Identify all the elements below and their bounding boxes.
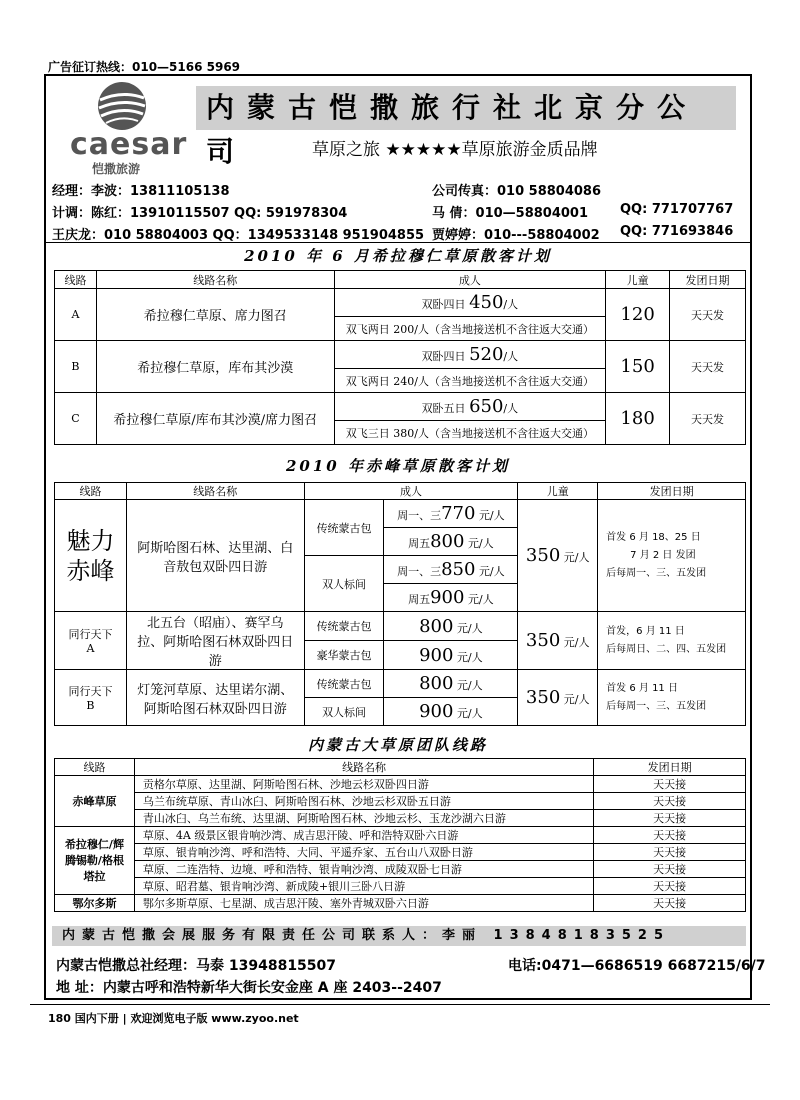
general-manager: 内蒙古恺撒总社经理：马泰 13948815507 (56, 958, 337, 974)
footer-divider (30, 1004, 770, 1005)
table-header-row (55, 759, 746, 776)
departure-date: 天天接 (594, 861, 746, 878)
adult-price (384, 698, 518, 726)
date-line: 后每周一、三、五发团 (606, 700, 707, 712)
departure-date: 天天发 (670, 341, 746, 393)
table-header-row (55, 271, 746, 289)
divider (44, 242, 752, 243)
date-line: 后每周日、二、四、五发团 (606, 643, 727, 655)
table-row (55, 878, 746, 895)
col-header: 成人 (334, 271, 606, 289)
region-name: 赤峰草原 (55, 776, 135, 827)
contact-banner: 内蒙古恺撒会展服务有限责任公司联系人：李丽 13848183525 (52, 926, 746, 946)
table-row (55, 612, 746, 641)
departure-date: 天天接 (594, 827, 746, 844)
col-header: 线路 (55, 759, 135, 776)
price-value: 770 (441, 503, 476, 524)
fax-contact: 公司传真：010 58804086 (432, 184, 602, 199)
adult-price (334, 289, 606, 317)
departure-date (598, 500, 746, 612)
date-line: 后每周一、三、五发团 (606, 567, 707, 579)
route-line-name: 魅力赤峰 (55, 500, 127, 612)
adult-price (384, 584, 518, 612)
route-name: 鄂尔多斯草原、七星湖、成吉思汗陵、塞外青城双卧六日游 (134, 895, 593, 912)
page-footer: 180 国内下册 | 欢迎浏览电子版 www.zyoo.net (48, 1012, 299, 1025)
office-address: 地 址：内蒙古呼和浩特新华大街长安金座 A 座 2403--2407 (56, 980, 442, 996)
fly-price: 双飞两日 200/人（含当地接送机不含往返大交通） (334, 317, 606, 341)
departure-date: 天天发 (670, 289, 746, 341)
table-row (55, 844, 746, 861)
table-row (55, 393, 746, 421)
line-code: C (55, 393, 97, 445)
price-value: 800 (430, 531, 465, 552)
adult-price (384, 500, 518, 528)
col-header: 儿童 (606, 271, 670, 289)
price-unit: /人 (503, 402, 519, 415)
table-header-row (55, 483, 746, 500)
price-value: 800 (419, 615, 454, 637)
plan3-title: 内蒙古大草原团队线路 (307, 736, 488, 754)
route-line-name: 同行天下 B (55, 670, 127, 726)
date-line: 首发，6 月 11 日 (606, 625, 685, 637)
accommodation: 传统蒙古包 (304, 612, 384, 641)
company-title: 内蒙古恺撒旅行社北京分公司 (196, 86, 736, 130)
child-price (518, 500, 598, 612)
price-unit: 元/人 (478, 509, 505, 522)
plan1-table (54, 270, 746, 445)
route-name: 草原、4A 级景区银肯响沙湾、成吉思汗陵、呼和浩特双卧六日游 (134, 827, 593, 844)
route-name: 希拉穆仁草原/库布其沙漠/席力图召 (96, 393, 334, 445)
table-row (55, 670, 746, 698)
col-header: 线路名称 (96, 271, 334, 289)
ma-qing-qq: QQ: 771707767 (620, 202, 734, 217)
price-unit: /人 (503, 350, 519, 363)
price-value: 900 (419, 701, 454, 722)
region-name: 希拉穆仁/辉腾锡勒/格根塔拉 (55, 827, 135, 895)
date-line: 7 月 2 日 发团 (630, 549, 696, 561)
price-unit: 元/人 (467, 537, 494, 550)
route-name: 草原、昭君墓、银肯响沙湾、新成陵+银川三卧八日游 (134, 878, 593, 895)
table-row (55, 289, 746, 317)
price-unit: 元/人 (456, 679, 483, 692)
plan2-table (54, 482, 746, 726)
price-unit: 元/人 (467, 593, 494, 606)
region-name: 鄂尔多斯 (55, 895, 135, 912)
adult-price (384, 556, 518, 584)
accommodation: 传统蒙古包 (304, 500, 384, 556)
price-unit: 元/人 (478, 565, 505, 578)
table-row (55, 861, 746, 878)
child-price-unit: 元/人 (563, 693, 590, 706)
accommodation: 双人标间 (304, 698, 384, 726)
price-day: 周五 (408, 593, 431, 606)
col-header: 发团日期 (594, 759, 746, 776)
price-label: 双卧四日 (421, 298, 466, 311)
route-name: 阿斯哈图石林、达里湖、白音敖包双卧四日游 (126, 500, 304, 612)
adult-price (384, 641, 518, 670)
child-price-unit: 元/人 (563, 551, 590, 564)
price-label: 双卧四日 (421, 350, 466, 363)
accommodation: 豪华蒙古包 (304, 641, 384, 670)
departure-date: 天天接 (594, 844, 746, 861)
table-row (55, 341, 746, 369)
line-code: B (55, 341, 97, 393)
col-header: 成人 (304, 483, 518, 500)
departure-date (598, 612, 746, 670)
ad-hotline: 广告征订热线：010—5166 5969 (48, 60, 241, 74)
price-day: 周一、三 (397, 509, 442, 522)
table-row (55, 776, 746, 793)
col-header: 发团日期 (598, 483, 746, 500)
adult-price (384, 528, 518, 556)
col-header: 发团日期 (670, 271, 746, 289)
price-unit: 元/人 (456, 621, 483, 635)
caesar-globe-logo-icon (92, 80, 152, 132)
table-row (55, 500, 746, 528)
table-row (55, 827, 746, 844)
departure-date: 天天接 (594, 878, 746, 895)
price-unit: 元/人 (456, 650, 483, 664)
price-value: 900 (419, 644, 454, 666)
jia-contact: 贾婷婷：010---58804002 (432, 228, 600, 243)
adult-price (384, 670, 518, 698)
route-name: 乌兰布统草原、青山冰臼、阿斯哈图石林、沙地云杉双卧五日游 (134, 793, 593, 810)
route-name: 北五台（昭庙）、赛罕乌拉、阿斯哈图石林双卧四日游 (126, 612, 304, 670)
route-name: 草原、二连浩特、边境、呼和浩特、银肯响沙湾、成陵双卧七日游 (134, 861, 593, 878)
child-price: 150 (606, 341, 670, 393)
col-header: 线路 (55, 271, 97, 289)
price-day: 周五 (408, 537, 431, 550)
price-value: 520 (469, 344, 504, 365)
child-price: 120 (606, 289, 670, 341)
jia-qq: QQ: 771693846 (620, 224, 734, 239)
price-label: 双卧五日 (421, 402, 466, 415)
route-line-name: 同行天下 A (55, 612, 127, 670)
departure-date: 天天发 (670, 393, 746, 445)
accommodation: 传统蒙古包 (304, 670, 384, 698)
table-row (55, 810, 746, 827)
departure-date: 天天接 (594, 895, 746, 912)
price-value: 450 (469, 292, 504, 313)
departure-date: 天天接 (594, 793, 746, 810)
departure-date: 天天接 (594, 810, 746, 827)
plan1-title: 2010 年 6 月希拉穆仁草原散客计划 (244, 247, 552, 265)
adult-price (334, 341, 606, 369)
price-value: 850 (441, 559, 476, 580)
table-row (55, 793, 746, 810)
price-unit: /人 (503, 298, 519, 311)
col-header: 线路 (55, 483, 127, 500)
manager-contact: 经理：李波：13811105138 (52, 184, 230, 199)
logo-subtitle: 恺撒旅游 (92, 162, 141, 176)
child-price-value: 350 (525, 687, 561, 708)
planner-contact: 计调：陈红：13910115507 QQ: 591978304 (52, 206, 348, 221)
child-price: 180 (606, 393, 670, 445)
office-phone: 电话:0471—6686519 6687215/6/7 (508, 958, 766, 974)
logo-brand: caesar (70, 127, 188, 162)
price-day: 周一、三 (397, 565, 442, 578)
price-unit: 元/人 (456, 707, 483, 720)
accommodation: 双人标间 (304, 556, 384, 612)
departure-date (598, 670, 746, 726)
price-value: 900 (430, 587, 465, 608)
price-value: 800 (419, 673, 454, 694)
line-code: A (55, 289, 97, 341)
child-price-unit: 元/人 (563, 636, 590, 649)
plan2-title: 2010 年赤峰草原散客计划 (286, 457, 510, 475)
departure-date: 天天接 (594, 776, 746, 793)
child-price-value: 350 (525, 630, 561, 651)
adult-price (384, 612, 518, 641)
child-price (518, 670, 598, 726)
col-header: 儿童 (518, 483, 598, 500)
date-line: 首发 6 月 18、25 日 (606, 531, 701, 543)
col-header: 线路名称 (126, 483, 304, 500)
adult-price (334, 393, 606, 421)
child-price (518, 612, 598, 670)
fly-price: 双飞两日 240/人（含当地接送机不含往返大交通） (334, 369, 606, 393)
table-row (55, 895, 746, 912)
slogan: 草原之旅 ★★★★★草原旅游金质品牌 (312, 140, 598, 160)
ma-qing-contact: 马 倩：010—58804001 (432, 206, 589, 221)
wang-contact: 王庆龙：010 58804003 QQ：1349533148 951904855 (52, 228, 425, 243)
route-name: 青山冰臼、乌兰布统、达里湖、阿斯哈图石林、沙地云杉、玉龙沙湖六日游 (134, 810, 593, 827)
route-name: 希拉穆仁草原、席力图召 (96, 289, 334, 341)
col-header: 线路名称 (134, 759, 593, 776)
plan3-table (54, 758, 746, 912)
route-name: 草原、银肯响沙湾、呼和浩特、大同、平遥乔家、五台山八双卧日游 (134, 844, 593, 861)
date-line: 首发 6 月 11 日 (606, 682, 678, 694)
route-name: 希拉穆仁草原，库布其沙漠 (96, 341, 334, 393)
fly-price: 双飞三日 380/人（含当地接送机不含往返大交通） (334, 421, 606, 445)
route-name: 贡格尔草原、达里湖、阿斯哈图石林、沙地云杉双卧四日游 (134, 776, 593, 793)
price-value: 650 (469, 396, 504, 417)
child-price-value: 350 (525, 545, 561, 566)
route-name: 灯笼河草原、达里诺尔湖、阿斯哈图石林双卧四日游 (126, 670, 304, 726)
